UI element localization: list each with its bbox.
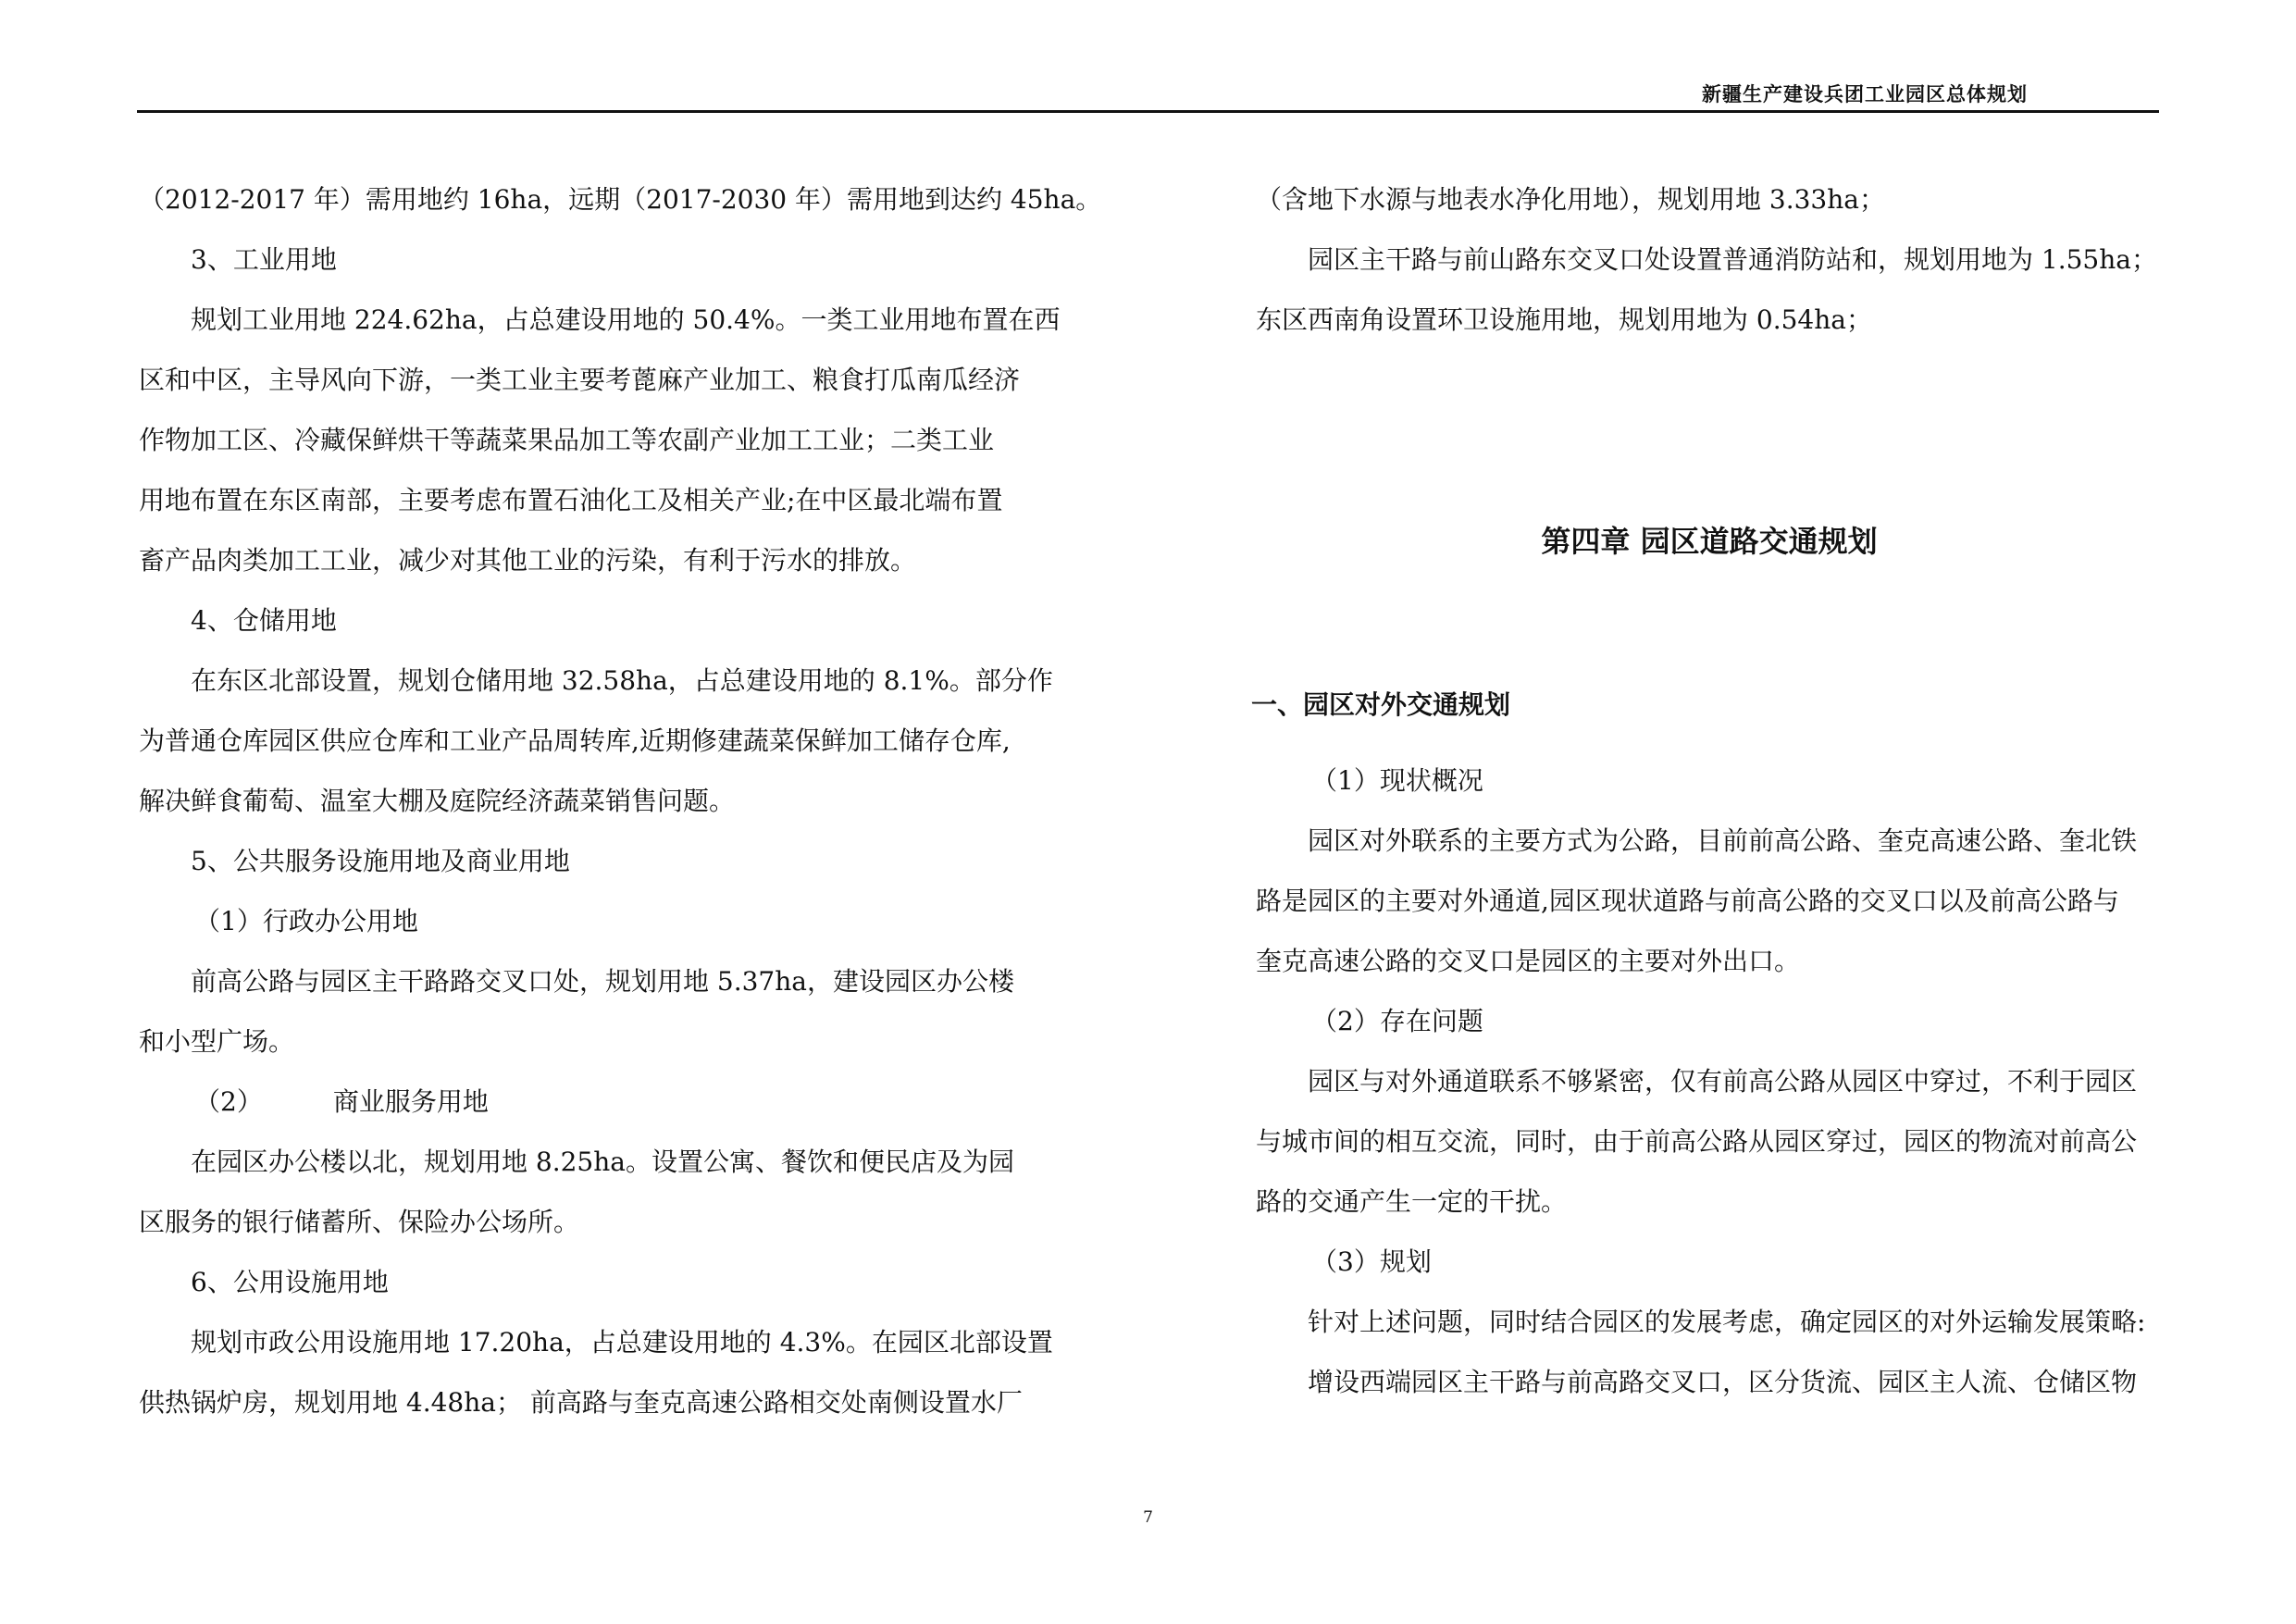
line-text: 规划工业用地 224.62ha，占总建设用地的 50.4%。一类工业用地布置在西 — [191, 304, 1061, 335]
paragraph-line — [139, 599, 1064, 659]
paragraph-line — [1256, 1360, 2163, 1420]
paragraph-line — [139, 960, 1064, 1020]
right-column-bottom — [1256, 759, 2163, 1420]
paragraph-line — [139, 1381, 1064, 1441]
line-text: 解决鲜食葡萄、温室大棚及庭院经济蔬菜销售问题。 — [139, 786, 736, 816]
paragraph-line — [139, 358, 1064, 418]
left-column — [139, 178, 1102, 1441]
header-title: 新疆生产建设兵团工业园区总体规划 — [1702, 83, 2028, 105]
paragraph-line — [139, 1320, 1064, 1381]
paragraph-line — [1256, 1180, 2163, 1240]
section-title: 一、园区对外交通规划 — [1251, 689, 1511, 720]
paragraph-line — [139, 418, 1064, 478]
line-text: 在园区办公楼以北，规划用地 8.25ha。设置公寓、餐饮和便民店及为园 — [191, 1147, 1014, 1177]
line-text: 为普通仓库园区供应仓库和工业产品周转库,近期修建蔬菜保鲜加工储存仓库, — [139, 725, 1011, 756]
line-text: 4、仓储用地 — [191, 605, 337, 636]
paragraph-line — [1256, 178, 2163, 238]
line-text: 奎克高速公路的交叉口是园区的主要对外出口。 — [1256, 946, 1801, 976]
line-text: 增设西端园区主干路与前高路交叉口，区分货流、园区主人流、仓储区物 — [1308, 1367, 2138, 1397]
paragraph-line — [1256, 879, 2163, 939]
header-rule — [137, 110, 2159, 113]
paragraph-line — [139, 719, 1064, 779]
paragraph-line — [139, 899, 1064, 960]
paragraph-line — [1256, 1120, 2163, 1180]
chapter-title: 第四章 园区道路交通规划 — [1541, 524, 1878, 559]
line-text: 园区主干路与前山路东交叉口处设置普通消防站和，规划用地为 1.55ha； — [1308, 244, 2157, 275]
line-text: 5、公共服务设施用地及商业用地 — [191, 846, 570, 876]
paragraph-line — [1256, 1240, 2163, 1300]
line-text: 3、工业用地 — [191, 244, 337, 275]
paragraph-line — [1256, 759, 2163, 819]
paragraph-line — [1256, 298, 2163, 358]
paragraph-line — [139, 839, 1064, 899]
line-text: （3）规划 — [1311, 1246, 1432, 1277]
line-text: （2）存在问题 — [1311, 1006, 1483, 1036]
line-text: 作物加工区、冷藏保鲜烘干等蔬菜果品加工等农副产业加工工业；二类工业 — [139, 425, 995, 455]
line-text: 供热锅炉房，规划用地 4.48ha； 前高路与奎克高速公路相交处南侧设置水厂 — [139, 1387, 1023, 1418]
paragraph-line — [139, 298, 1064, 358]
paragraph-line — [1256, 939, 2163, 999]
line-text: 路是园区的主要对外通道,园区现状道路与前高公路的交叉口以及前高公路与 — [1256, 886, 2119, 916]
line-text-secondary: 商业服务用地 — [332, 1086, 489, 1117]
paragraph-line — [139, 478, 1064, 539]
line-text: 规划市政公用设施用地 17.20ha，占总建设用地的 4.3%。在园区北部设置 — [191, 1327, 1053, 1357]
paragraph-line — [139, 1020, 1064, 1080]
page-number: 7 — [1143, 1508, 1153, 1527]
line-text: 在东区北部设置，规划仓储用地 32.58ha，占总建设用地的 8.1%。部分作 — [191, 665, 1053, 696]
paragraph-line — [139, 178, 1102, 238]
paragraph-line — [1256, 238, 2163, 298]
paragraph-line — [1256, 1300, 2163, 1360]
line-text: （2） — [194, 1086, 263, 1117]
paragraph-line — [139, 1200, 1064, 1260]
line-text: （2012-2017 年）需用地约 16ha，远期（2017-2030 年）需用地到达约 45ha。 — [139, 184, 1102, 215]
line-text: 区和中区，主导风向下游，一类工业主要考蓖麻产业加工、粮食打瓜南瓜经济 — [139, 365, 1021, 395]
line-text: 畜产品肉类加工工业，减少对其他工业的污染，有利于污水的排放。 — [139, 545, 917, 576]
line-text: 针对上述问题，同时结合园区的发展考虑，确定园区的对外运输发展策略: — [1308, 1307, 2146, 1337]
line-text: 路的交通产生一定的干扰。 — [1256, 1186, 1568, 1217]
line-text: 园区与对外通道联系不够紧密，仅有前高公路从园区中穿过，不利于园区 — [1308, 1066, 2138, 1097]
paragraph-line — [139, 539, 1064, 599]
line-text: （1）现状概况 — [1311, 765, 1483, 796]
line-text: 6、公用设施用地 — [191, 1267, 389, 1297]
line-text: （1）行政办公用地 — [194, 906, 418, 936]
paragraph-line — [1256, 999, 2163, 1060]
line-text: 东区西南角设置环卫设施用地，规划用地为 0.54ha； — [1256, 304, 1872, 335]
line-text: 用地布置在东区南部，主要考虑布置石油化工及相关产业;在中区最北端布置 — [139, 485, 1003, 515]
right-column-top — [1256, 178, 2163, 358]
line-text: 前高公路与园区主干路路交叉口处，规划用地 5.37ha，建设园区办公楼 — [191, 966, 1014, 997]
paragraph-line — [139, 779, 1064, 839]
paragraph-line — [139, 1140, 1064, 1200]
line-text: 区服务的银行储蓄所、保险办公场所。 — [139, 1207, 580, 1237]
paragraph-line — [1256, 1060, 2163, 1120]
paragraph-line — [139, 1260, 1064, 1320]
line-text: （含地下水源与地表水净化用地），规划用地 3.33ha； — [1256, 184, 1885, 215]
paragraph-line — [139, 659, 1064, 719]
paragraph-line — [1256, 819, 2163, 879]
line-text: 园区对外联系的主要方式为公路，目前前高公路、奎克高速公路、奎北铁 — [1308, 825, 2138, 856]
line-text: 与城市间的相互交流，同时，由于前高公路从园区穿过，园区的物流对前高公 — [1256, 1126, 2138, 1157]
paragraph-line — [139, 1080, 1064, 1140]
line-text: 和小型广场。 — [139, 1026, 295, 1057]
paragraph-line — [139, 238, 1064, 298]
